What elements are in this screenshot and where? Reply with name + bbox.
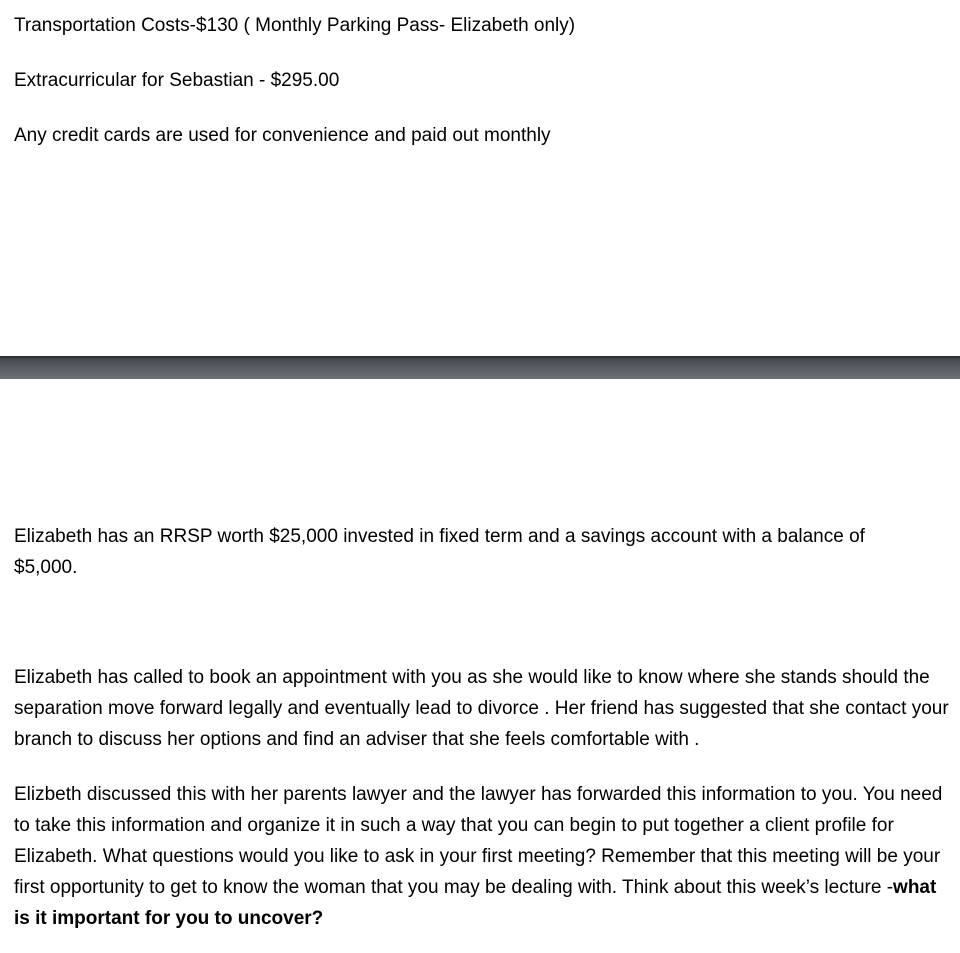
page-break-edge (0, 356, 960, 358)
extracurricular-line: Extracurricular for Sebastian - $295.00 (14, 70, 340, 91)
credit-cards-line: Any credit cards are used for convenience and paid out monthly (14, 125, 551, 146)
appointment-paragraph: Elizabeth has called to book an appointment with you as she would like to know where she stands should the separation move forward legally and eventually lead to divorce . Her friend has suggested that she contact your branch to discuss her options and find an adviser that she feels comfortable with . (14, 667, 949, 750)
transportation-costs-line: Transportation Costs-$130 ( Monthly Parking Pass- Elizabeth only) (14, 15, 576, 36)
page-break-divider (0, 356, 960, 379)
task-paragraph-text: Elizbeth discussed this with her parents lawyer and the lawyer has forwarded this information to you. You need to take this information and organize it in such a way that you can begin to put together a client profile for Elizabeth. What questions would you like to ask in your first meeting? Remember that this meeting will be your first opportunity to get to know the woman that you may be dealing with. Think about this week’s lecture - (14, 784, 943, 898)
task-paragraph (14, 779, 954, 934)
assets-paragraph: Elizabeth has an RRSP worth $25,000 invested in fixed term and a savings account with a balance of $5,000. (14, 526, 865, 578)
task-paragraph-bold-question: what is it important for you to uncover? (14, 877, 937, 929)
